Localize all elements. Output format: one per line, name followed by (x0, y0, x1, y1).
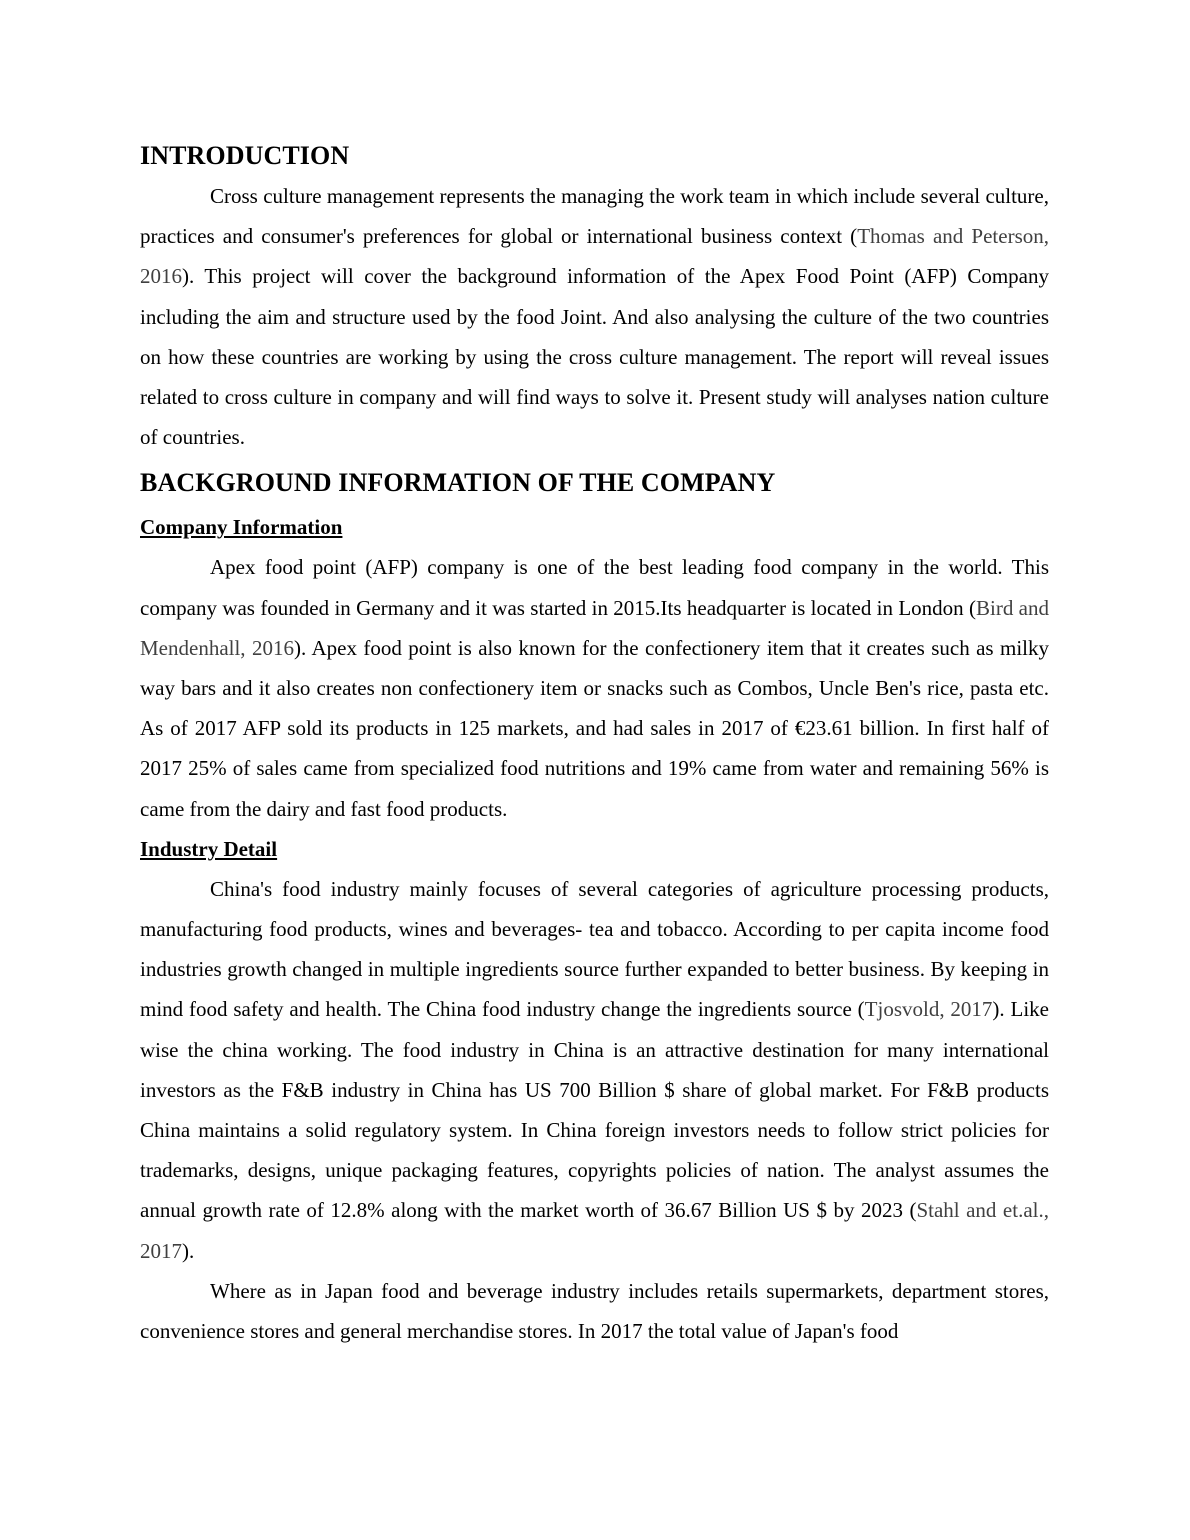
citation-stahl: Stahl and et.al., 2017 (140, 1198, 1049, 1263)
introduction-text-1: Cross culture management represents the managing the work team in which include several culture, practices and consumer's preferences for global or international business context ( (140, 184, 1049, 249)
introduction-text-2: ). This project will cover the background information of the Apex Food Point (AFP) Company including the aim and structure used by the food Joint. And also analysing the culture of the two countries on how these countries are working by using the cross culture management. The report will reveal issues related to cross culture in company and will find ways to solve it. Present study will analyses nation culture of countries. (140, 264, 1049, 450)
company-information-paragraph (140, 547, 1049, 828)
company-info-text-1: Apex food point (AFP) company is one of the best leading food company in the world. This company was founded in Germany and it was started in 2015.Its headquarter is located in London ( (140, 555, 1049, 620)
company-information-heading: Company Information (140, 515, 343, 540)
citation-bird-mendenhall: Bird and Mendenhall, 2016 (140, 595, 1049, 660)
citation-thomas-peterson: Thomas and Peterson, 2016 (140, 224, 1049, 289)
document-page (140, 140, 1049, 1351)
introduction-paragraph (140, 176, 1049, 457)
industry-text-3: ). (182, 1238, 195, 1263)
industry-detail-paragraph-japan: Where as in Japan food and beverage industry includes retails supermarkets, department stores, convenience stores and general merchandise stores. In 2017 the total value of Japan's food (140, 1278, 1049, 1344)
industry-text-1: China's food industry mainly focuses of several categories of agriculture processing products, manufacturing food products, wines and beverages- tea and tobacco. According to per capita income food industries growth changed in multiple ingredients source further expanded to better business. By keeping in mind food safety and health. The China food industry change the ingredients source ( (140, 876, 1049, 1022)
industry-detail-paragraph-china (140, 869, 1049, 1271)
industry-detail-heading: Industry Detail (140, 836, 278, 861)
citation-tjosvold: Tjosvold, 2017 (864, 997, 993, 1022)
company-info-text-2: ). Apex food point is also known for the confectionery item that it creates such as milky way bars and it also creates non confectionery item or snacks such as Combos, Uncle Ben's rice, pasta etc. As of 2017 AFP sold its products in 125 markets, and had sales in 2017 of €23.61 billion. In first half of 2017 25% of sales came from specialized food nutritions and 19% came from water and remaining 56% is came from the dairy and fast food products. (140, 635, 1049, 821)
industry-text-2: ). Like wise the china working. The food industry in China is an attractive destination for many international investors as the F&B industry in China has US 700 Billion $ share of global market. For F&B products China maintains a solid regulatory system. In China foreign investors needs to follow strict policies for trademarks, designs, unique packaging features, copyrights policies of nation. The analyst assumes the annual growth rate of 12.8% along with the market worth of 36.67 Billion US $ by 2023 ( (140, 997, 1049, 1223)
introduction-heading: INTRODUCTION (140, 141, 350, 170)
background-heading: BACKGROUND INFORMATION OF THE COMPANY (140, 468, 776, 498)
